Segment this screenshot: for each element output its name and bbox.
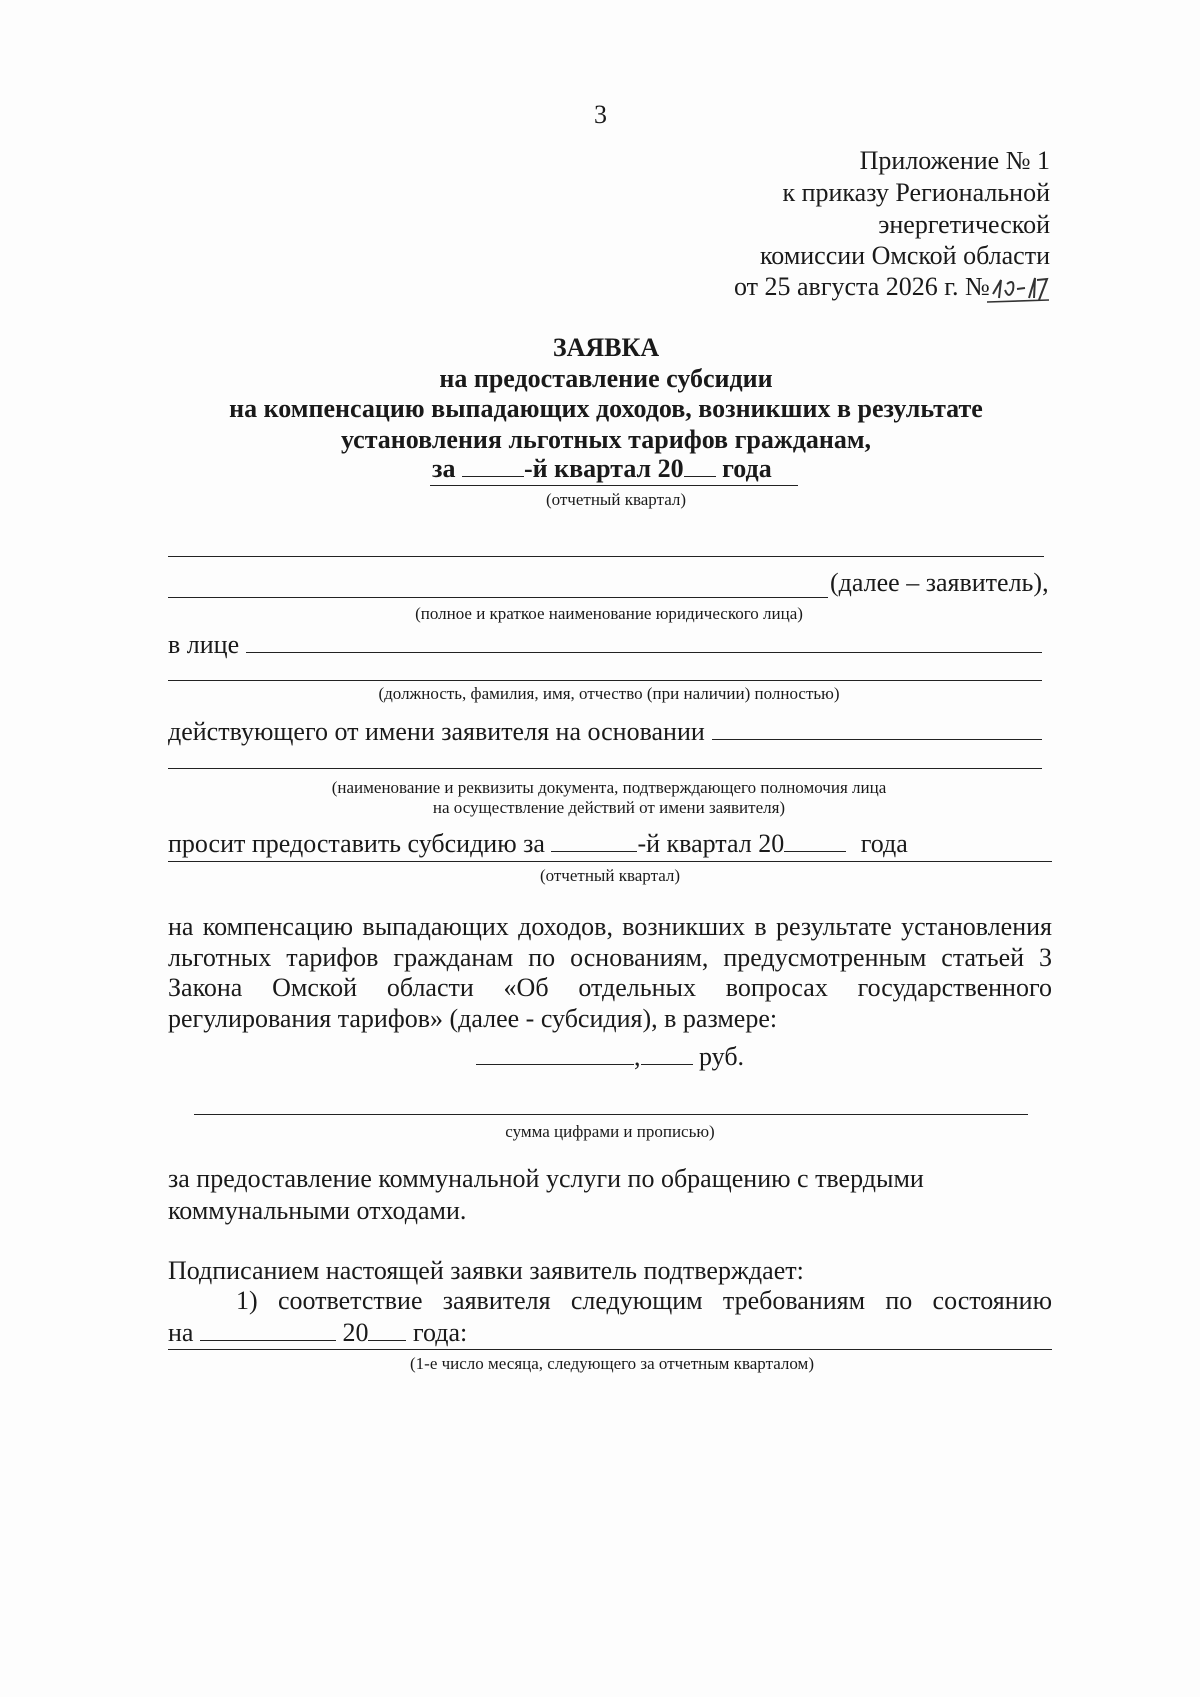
applicant-caption: (полное и краткое наименование юридического лица) <box>415 604 803 623</box>
title-line-2: на предоставление субсидии <box>439 364 773 393</box>
title-line-3: на компенсацию выпадающих доходов, возникших в результате <box>229 394 983 423</box>
para2-line-2: коммунальными отходами. <box>168 1196 467 1225</box>
item1-goda: года: <box>412 1318 468 1347</box>
title-line-1: ЗАЯВКА <box>552 333 660 362</box>
amount-line <box>476 1042 744 1072</box>
amount-unit: руб. <box>699 1042 745 1071</box>
page-number: 3 <box>594 100 607 129</box>
para3: Подписанием настоящей заявки заявитель подтверждает: <box>168 1256 804 1285</box>
doc-caption-2: на осуществление действий от имени заявителя) <box>432 798 786 817</box>
request-quarter-blank[interactable] <box>551 851 637 852</box>
amount-kopeks-blank[interactable] <box>641 1064 693 1065</box>
year-blank[interactable] <box>684 476 716 477</box>
doc-caption-1: (наименование и реквизиты документа, подтверждающего полномочия лица <box>331 778 887 797</box>
person-line-2[interactable] <box>168 680 1042 681</box>
para1-line-4: регулирования тарифов» (далее - субсидия), в размере: <box>168 1004 778 1033</box>
amount-caption: сумма цифрами и прописью) <box>505 1122 715 1141</box>
item1-na: на <box>168 1318 194 1347</box>
item1-caption: (1-е число месяца, следующего за отчетным кварталом) <box>410 1354 814 1373</box>
amount-rubles-blank[interactable] <box>476 1064 634 1065</box>
appendix-line-2: к приказу Региональной <box>782 178 1050 207</box>
item1-underline <box>168 1349 1052 1350</box>
item1-year-blank[interactable] <box>368 1340 406 1341</box>
item1-year-prefix: 20 <box>342 1318 369 1347</box>
para2-line-1: за предоставление коммунальной услуги по обращению с твердыми <box>168 1164 924 1193</box>
title-caption: (отчетный квартал) <box>545 490 687 509</box>
acting-line-1[interactable] <box>712 739 1042 740</box>
applicant-name-line-1[interactable] <box>168 556 1044 557</box>
handwritten-order-number <box>987 272 1051 308</box>
request-line <box>168 829 908 859</box>
appendix-line-4: комиссии Омской области <box>760 241 1050 270</box>
item1-line-2 <box>168 1318 467 1348</box>
item1-line-1: 1) соответствие заявителя следующим требованиям по состоянию <box>236 1286 1052 1315</box>
title-line-4: установления льготных тарифов гражданам, <box>340 425 872 454</box>
para1-line-1: на компенсацию выпадающих доходов, возникших в результате установления <box>168 912 1052 941</box>
request-text-b: -й квартал 20 <box>637 829 785 858</box>
applicant-suffix: (далее – заявитель), <box>830 568 1049 597</box>
request-caption: (отчетный квартал) <box>539 866 681 885</box>
appendix-line-1: Приложение № 1 <box>859 146 1050 175</box>
item1-date-blank[interactable] <box>200 1340 336 1341</box>
appendix-line-3: энергетической <box>878 210 1050 239</box>
title-line-5 <box>432 454 772 484</box>
person-label: в лице <box>168 630 240 659</box>
acting-label: действующего от имени заявителя на основании <box>168 717 705 746</box>
title-quarter-text: -й квартал 20 <box>523 454 684 483</box>
person-caption: (должность, фамилия, имя, отчество (при наличии) полностью) <box>378 684 840 703</box>
request-text-c: года <box>860 829 908 858</box>
para1-line-3: Закона Омской области «Об отдельных вопросах государственного <box>168 973 1052 1002</box>
request-text-a: просит предоставить субсидию за <box>168 829 545 858</box>
title-za: за <box>432 454 456 483</box>
request-underline <box>168 861 1052 862</box>
amount-words-line[interactable] <box>194 1114 1028 1115</box>
request-year-blank[interactable] <box>784 851 846 852</box>
person-line-1[interactable] <box>246 652 1042 653</box>
title-underline <box>430 485 798 486</box>
para1-line-2: льготных тарифов гражданам по основаниям, предусмотренным статьей 3 <box>168 943 1052 972</box>
acting-line-2[interactable] <box>168 768 1042 769</box>
appendix-line-5: от 25 августа 2026 г. № <box>734 272 990 301</box>
quarter-blank[interactable] <box>462 476 524 477</box>
amount-separator: , <box>634 1042 641 1071</box>
title-goda: года <box>722 454 772 483</box>
applicant-name-line-2[interactable] <box>168 597 828 598</box>
